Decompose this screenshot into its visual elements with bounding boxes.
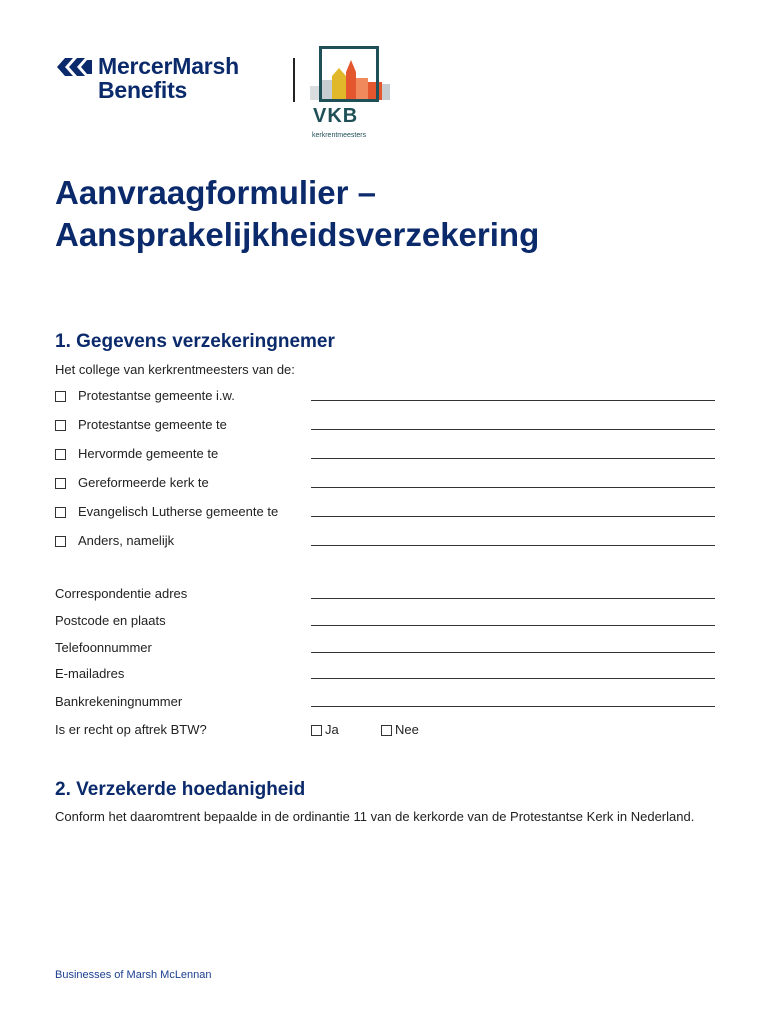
option-label: Gereformeerde kerk te — [78, 475, 209, 490]
mercer-marsh-mark-icon — [55, 56, 93, 78]
title-line-1: Aanvraagformulier – — [55, 174, 376, 211]
btw-yes-option[interactable] — [311, 722, 339, 737]
option-label: Hervormde gemeente te — [78, 446, 219, 461]
mercer-marsh-logo — [55, 54, 239, 102]
option-row — [55, 533, 715, 551]
option-label: Protestantse gemeente i.w. — [78, 388, 235, 403]
checkbox[interactable] — [55, 449, 66, 460]
option-label: Protestantse gemeente te — [78, 417, 227, 432]
vkb-name: VKB — [313, 105, 359, 127]
logo-divider — [293, 58, 295, 102]
checkbox[interactable] — [55, 391, 66, 402]
logo-line-2: Benefits — [98, 77, 188, 103]
section-2-text: Conform het daaromtrent bepaalde in de ordinantie 11 van de kerkorde van de Protestantse Kerk in Nederland. — [55, 809, 695, 824]
fill-in-line[interactable] — [311, 400, 715, 401]
checkbox[interactable] — [311, 725, 322, 736]
option-row — [55, 446, 715, 464]
fill-in-line[interactable] — [311, 458, 715, 459]
field-row — [55, 613, 715, 631]
section-1-intro: Het college van kerkrentmeesters van de: — [55, 362, 295, 377]
fill-in-line[interactable] — [311, 545, 715, 546]
option-row — [55, 475, 715, 493]
fill-in-line[interactable] — [311, 706, 715, 707]
field-row — [55, 640, 715, 658]
btw-question: Is er recht op aftrek BTW? — [55, 722, 207, 737]
fill-in-line[interactable] — [311, 429, 715, 430]
vkb-logo — [310, 46, 392, 142]
btw-yes-label: Ja — [325, 722, 339, 737]
btw-row — [55, 722, 715, 740]
field-label: Bankrekeningnummer — [55, 694, 183, 709]
option-row — [55, 388, 715, 406]
fill-in-line[interactable] — [311, 487, 715, 488]
checkbox[interactable] — [55, 536, 66, 547]
title-line-2: Aansprakelijkheidsverzekering — [55, 216, 540, 253]
logo-line-1: MercerMarsh — [98, 53, 239, 79]
option-row — [55, 417, 715, 435]
checkbox[interactable] — [381, 725, 392, 736]
option-label: Anders, namelijk — [78, 533, 175, 548]
vkb-frame — [319, 46, 379, 102]
checkbox[interactable] — [55, 507, 66, 518]
fill-in-line[interactable] — [311, 678, 715, 679]
header — [55, 46, 395, 146]
page-title — [55, 172, 539, 256]
btw-no-option[interactable] — [381, 722, 419, 737]
section-1-heading: 1. Gegevens verzekeringnemer — [55, 331, 335, 352]
section-2-heading: 2. Verzekerde hoedanigheid — [55, 779, 306, 800]
footer-text: Businesses of Marsh McLennan — [55, 969, 212, 981]
vkb-subtitle: kerkrentmeesters — [312, 132, 367, 139]
option-row — [55, 504, 715, 522]
field-row — [55, 586, 715, 604]
fill-in-line[interactable] — [311, 652, 715, 653]
checkbox[interactable] — [55, 420, 66, 431]
fill-in-line[interactable] — [311, 516, 715, 517]
btw-no-label: Nee — [395, 722, 419, 737]
fill-in-line[interactable] — [311, 598, 715, 599]
field-row — [55, 666, 715, 684]
field-label: Telefoonnummer — [55, 640, 152, 655]
checkbox[interactable] — [55, 478, 66, 489]
field-label: Postcode en plaats — [55, 613, 166, 628]
field-label: Correspondentie adres — [55, 586, 188, 601]
option-label: Evangelisch Lutherse gemeente te — [78, 504, 279, 519]
field-row — [55, 694, 715, 712]
fill-in-line[interactable] — [311, 625, 715, 626]
field-label: E-mailadres — [55, 666, 125, 681]
